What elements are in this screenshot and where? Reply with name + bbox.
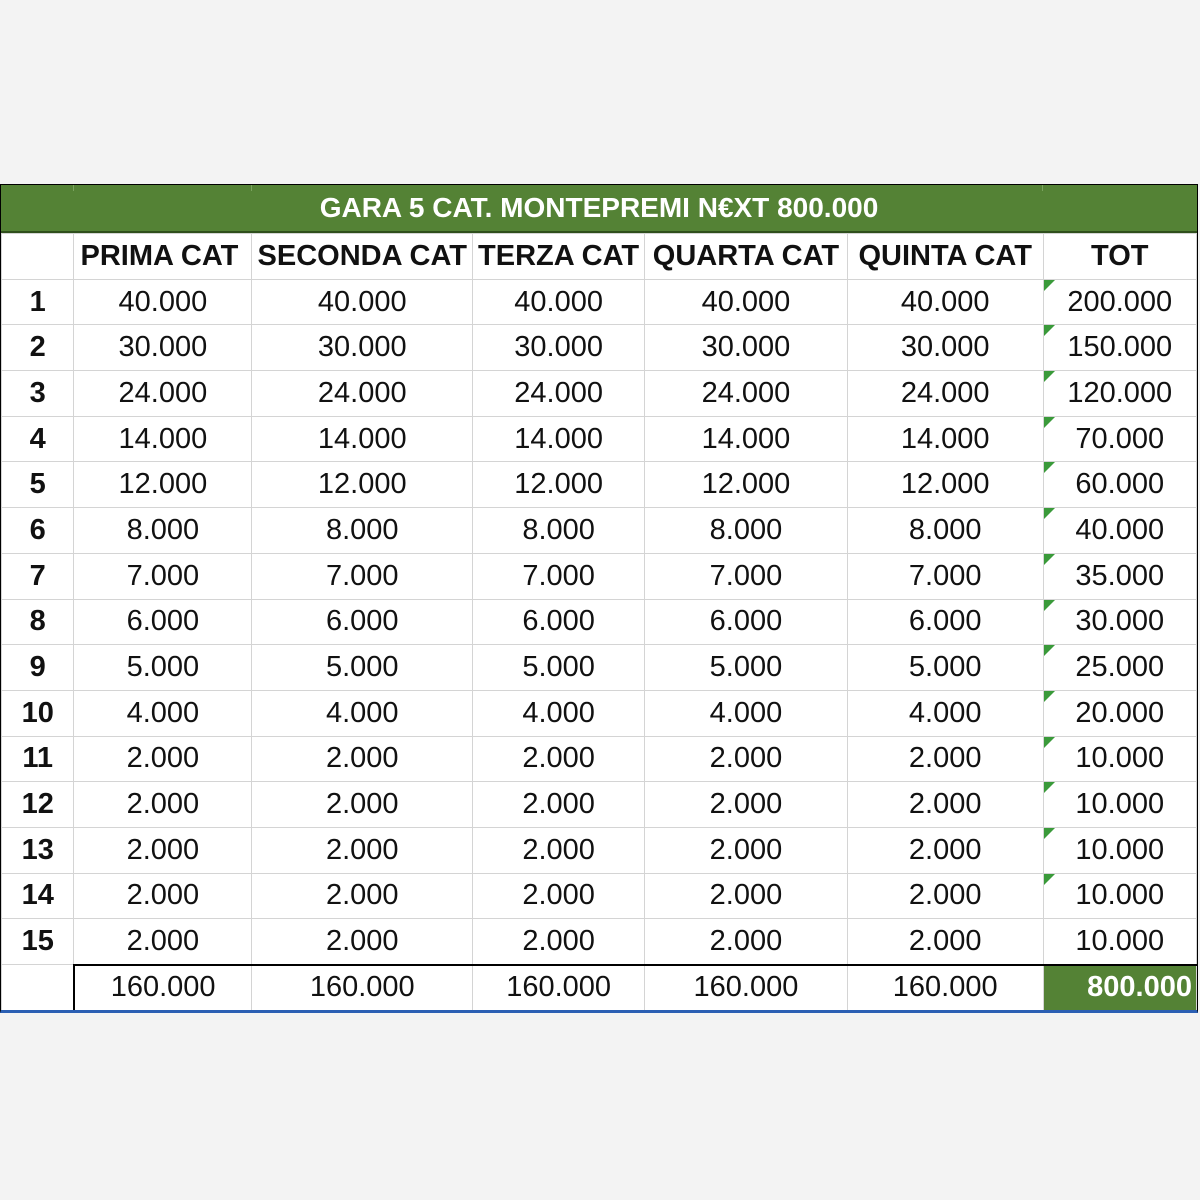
- formula-warning-marker: [1044, 645, 1055, 656]
- prize-cell[interactable]: 14.000: [645, 416, 848, 462]
- prize-cell[interactable]: 40.000: [645, 279, 848, 325]
- prize-cell[interactable]: 6.000: [252, 599, 473, 645]
- prize-cell[interactable]: 12.000: [74, 462, 252, 508]
- table-row: [2, 690, 1197, 736]
- formula-warning-marker: [1044, 828, 1055, 839]
- prize-cell[interactable]: 5.000: [252, 645, 473, 691]
- formula-warning-marker: [1044, 737, 1055, 748]
- prize-cell[interactable]: 8.000: [473, 508, 645, 554]
- row-total-value: 150.000: [1067, 331, 1173, 364]
- title-gridline: [73, 185, 74, 191]
- prize-cell[interactable]: 12.000: [473, 462, 645, 508]
- prize-cell[interactable]: 2.000: [74, 919, 252, 965]
- table-row: [2, 279, 1197, 325]
- prize-table: [1, 233, 1197, 1010]
- prize-cell[interactable]: 2.000: [74, 827, 252, 873]
- rank-cell[interactable]: 13: [2, 827, 74, 873]
- prize-cell[interactable]: 2.000: [645, 736, 848, 782]
- prize-cell[interactable]: 2.000: [473, 736, 645, 782]
- column-header[interactable]: TOT: [1043, 234, 1196, 280]
- prize-cell[interactable]: 2.000: [252, 919, 473, 965]
- rank-cell[interactable]: 14: [2, 873, 74, 919]
- prize-cell[interactable]: 2.000: [645, 919, 848, 965]
- prize-cell[interactable]: 24.000: [473, 371, 645, 417]
- prize-cell[interactable]: 2.000: [847, 782, 1043, 828]
- title-gridline: [251, 185, 252, 191]
- row-total-value: 35.000: [1075, 559, 1165, 592]
- row-total-cell[interactable]: [1043, 919, 1196, 965]
- row-total-cell[interactable]: [1043, 645, 1196, 691]
- rank-cell[interactable]: 6: [2, 508, 74, 554]
- grand-total-cell[interactable]: 800.000: [1043, 965, 1196, 1011]
- formula-warning-marker: [1044, 554, 1055, 565]
- rank-cell[interactable]: 9: [2, 645, 74, 691]
- row-total-cell[interactable]: [1043, 279, 1196, 325]
- prize-cell[interactable]: 2.000: [473, 782, 645, 828]
- row-total-value: 10.000: [1075, 742, 1165, 775]
- table-row: [2, 782, 1197, 828]
- prize-cell[interactable]: 14.000: [74, 416, 252, 462]
- prize-cell[interactable]: 2.000: [74, 873, 252, 919]
- title-gridline: [1042, 185, 1043, 191]
- formula-warning-marker: [1044, 417, 1055, 428]
- prize-cell[interactable]: 5.000: [473, 645, 645, 691]
- formula-warning-marker: [1044, 462, 1055, 473]
- rank-cell[interactable]: 5: [2, 462, 74, 508]
- column-header[interactable]: PRIMA CAT: [74, 234, 252, 280]
- column-header[interactable]: QUARTA CAT: [645, 234, 848, 280]
- row-total-cell[interactable]: [1043, 782, 1196, 828]
- prize-cell[interactable]: 4.000: [473, 690, 645, 736]
- totals-row: [2, 965, 1197, 1011]
- prize-cell[interactable]: 2.000: [645, 782, 848, 828]
- column-total-cell[interactable]: 160.000: [252, 965, 473, 1011]
- formula-warning-marker: [1044, 371, 1055, 382]
- prize-cell[interactable]: 24.000: [74, 371, 252, 417]
- row-total-value: 120.000: [1067, 376, 1173, 409]
- formula-warning-marker: [1044, 325, 1055, 336]
- prize-cell[interactable]: 8.000: [74, 508, 252, 554]
- rank-cell[interactable]: 1: [2, 279, 74, 325]
- prize-cell[interactable]: 2.000: [645, 873, 848, 919]
- row-total-value: 10.000: [1075, 833, 1165, 866]
- prize-cell[interactable]: 5.000: [847, 645, 1043, 691]
- title-bar[interactable]: [1, 185, 1197, 233]
- totals-label-cell[interactable]: [2, 965, 74, 1011]
- formula-warning-marker: [1044, 508, 1055, 519]
- prize-cell[interactable]: 30.000: [473, 325, 645, 371]
- row-total-cell[interactable]: [1043, 690, 1196, 736]
- prize-cell[interactable]: 2.000: [473, 873, 645, 919]
- prize-cell[interactable]: 24.000: [847, 371, 1043, 417]
- prize-cell[interactable]: 40.000: [847, 279, 1043, 325]
- prize-cell[interactable]: 2.000: [847, 736, 1043, 782]
- rank-cell[interactable]: 10: [2, 690, 74, 736]
- prize-cell[interactable]: 14.000: [847, 416, 1043, 462]
- formula-warning-marker: [1044, 280, 1055, 291]
- prize-cell[interactable]: 7.000: [645, 553, 848, 599]
- prize-cell[interactable]: 40.000: [74, 279, 252, 325]
- prize-cell[interactable]: 8.000: [252, 508, 473, 554]
- corner-cell[interactable]: [2, 234, 74, 280]
- table-row: [2, 371, 1197, 417]
- prize-cell[interactable]: 2.000: [252, 736, 473, 782]
- prize-cell[interactable]: 6.000: [473, 599, 645, 645]
- sheet-title: GARA 5 CAT. MONTEPREMI N€XT 800.000: [319, 192, 879, 223]
- prize-cell[interactable]: 8.000: [847, 508, 1043, 554]
- row-total-value: 10.000: [1075, 788, 1165, 821]
- header-row: [2, 234, 1197, 280]
- formula-warning-marker: [1044, 782, 1055, 793]
- rank-cell[interactable]: 15: [2, 919, 74, 965]
- prize-cell[interactable]: 7.000: [847, 553, 1043, 599]
- rank-cell[interactable]: 8: [2, 599, 74, 645]
- row-total-value: 60.000: [1075, 468, 1165, 501]
- formula-warning-marker: [1044, 874, 1055, 885]
- prize-cell[interactable]: 30.000: [645, 325, 848, 371]
- prize-cell[interactable]: 5.000: [74, 645, 252, 691]
- row-total-value: 40.000: [1075, 513, 1165, 546]
- prize-cell[interactable]: 2.000: [473, 919, 645, 965]
- prize-cell[interactable]: 30.000: [847, 325, 1043, 371]
- row-total-cell[interactable]: [1043, 462, 1196, 508]
- prize-cell[interactable]: 2.000: [847, 827, 1043, 873]
- table-row: [2, 553, 1197, 599]
- column-header[interactable]: TERZA CAT: [473, 234, 645, 280]
- prize-cell[interactable]: 8.000: [645, 508, 848, 554]
- rank-cell[interactable]: 4: [2, 416, 74, 462]
- prize-cell[interactable]: 40.000: [473, 279, 645, 325]
- table-row: [2, 919, 1197, 965]
- prize-cell[interactable]: 12.000: [645, 462, 848, 508]
- prize-cell[interactable]: 4.000: [847, 690, 1043, 736]
- table-row: [2, 416, 1197, 462]
- row-total-value: 70.000: [1075, 422, 1165, 455]
- row-total-cell[interactable]: [1043, 325, 1196, 371]
- column-total-cell[interactable]: 160.000: [473, 965, 645, 1011]
- prize-cell[interactable]: 2.000: [74, 782, 252, 828]
- prize-cell[interactable]: 14.000: [252, 416, 473, 462]
- prize-cell[interactable]: 4.000: [74, 690, 252, 736]
- rank-cell[interactable]: 2: [2, 325, 74, 371]
- prize-cell[interactable]: 4.000: [645, 690, 848, 736]
- table-row: [2, 645, 1197, 691]
- rank-cell[interactable]: 11: [2, 736, 74, 782]
- column-total-cell[interactable]: 160.000: [645, 965, 848, 1011]
- prize-cell[interactable]: 12.000: [252, 462, 473, 508]
- prize-cell[interactable]: 6.000: [645, 599, 848, 645]
- table-row: [2, 873, 1197, 919]
- prize-cell[interactable]: 14.000: [473, 416, 645, 462]
- prize-cell[interactable]: 6.000: [847, 599, 1043, 645]
- row-total-cell[interactable]: [1043, 508, 1196, 554]
- row-total-cell[interactable]: [1043, 416, 1196, 462]
- row-total-value: 20.000: [1075, 696, 1165, 729]
- row-total-cell[interactable]: [1043, 736, 1196, 782]
- prize-cell[interactable]: 12.000: [847, 462, 1043, 508]
- table-row: [2, 827, 1197, 873]
- row-total-value: 200.000: [1067, 285, 1173, 318]
- prize-cell[interactable]: 2.000: [473, 827, 645, 873]
- row-total-value: 10.000: [1075, 879, 1165, 912]
- rank-cell[interactable]: 12: [2, 782, 74, 828]
- table-row: [2, 508, 1197, 554]
- rank-cell[interactable]: 3: [2, 371, 74, 417]
- row-total-value: 25.000: [1075, 651, 1165, 684]
- prize-cell[interactable]: 2.000: [74, 736, 252, 782]
- prize-cell[interactable]: 30.000: [74, 325, 252, 371]
- row-total-cell[interactable]: [1043, 827, 1196, 873]
- prize-cell[interactable]: 6.000: [74, 599, 252, 645]
- column-header[interactable]: QUINTA CAT: [847, 234, 1043, 280]
- table-row: [2, 599, 1197, 645]
- prize-cell[interactable]: 2.000: [645, 827, 848, 873]
- prize-cell[interactable]: 24.000: [252, 371, 473, 417]
- column-total-cell[interactable]: 160.000: [74, 965, 252, 1011]
- prize-cell[interactable]: 30.000: [252, 325, 473, 371]
- prize-cell[interactable]: 2.000: [847, 919, 1043, 965]
- prize-cell[interactable]: 40.000: [252, 279, 473, 325]
- prize-cell[interactable]: 5.000: [645, 645, 848, 691]
- prize-cell[interactable]: 24.000: [645, 371, 848, 417]
- row-total-cell[interactable]: [1043, 599, 1196, 645]
- prize-cell[interactable]: 7.000: [74, 553, 252, 599]
- formula-warning-marker: [1044, 691, 1055, 702]
- prize-cell[interactable]: 2.000: [252, 827, 473, 873]
- spreadsheet: [0, 184, 1198, 1013]
- column-total-cell[interactable]: 160.000: [847, 965, 1043, 1011]
- row-total-cell[interactable]: [1043, 873, 1196, 919]
- row-total-value: 30.000: [1075, 605, 1165, 638]
- formula-warning-marker: [1044, 600, 1055, 611]
- prize-cell[interactable]: 4.000: [252, 690, 473, 736]
- prize-cell[interactable]: 7.000: [252, 553, 473, 599]
- prize-cell[interactable]: 2.000: [252, 873, 473, 919]
- table-row: [2, 736, 1197, 782]
- column-header[interactable]: SECONDA CAT: [252, 234, 473, 280]
- prize-cell[interactable]: 2.000: [252, 782, 473, 828]
- row-total-value: 10.000: [1075, 924, 1165, 957]
- row-total-cell[interactable]: [1043, 371, 1196, 417]
- rank-cell[interactable]: 7: [2, 553, 74, 599]
- prize-cell[interactable]: 2.000: [847, 873, 1043, 919]
- row-total-cell[interactable]: [1043, 553, 1196, 599]
- table-row: [2, 325, 1197, 371]
- table-row: [2, 462, 1197, 508]
- prize-cell[interactable]: 7.000: [473, 553, 645, 599]
